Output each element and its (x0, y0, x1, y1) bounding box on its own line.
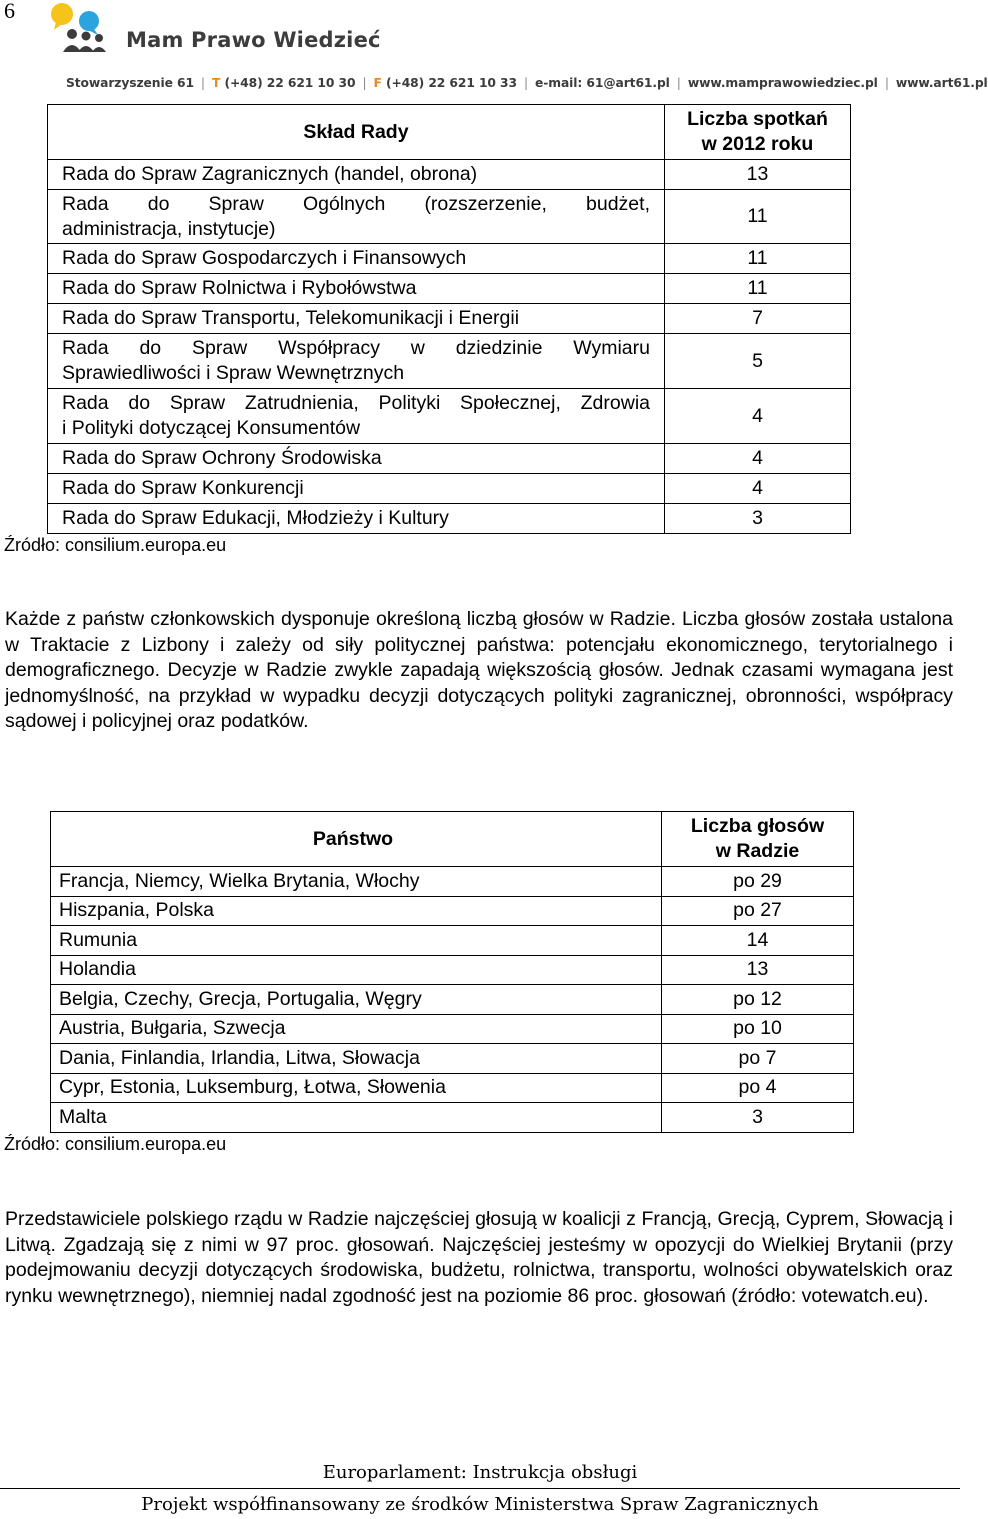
country-names: Malta (51, 1103, 662, 1133)
table-row (48, 504, 851, 534)
country-names: Rumunia (51, 926, 662, 956)
table-row (51, 1073, 854, 1103)
table-row (48, 190, 851, 244)
council-name: Rada do Spraw Gospodarczych i Finansowych (48, 244, 665, 274)
website-link-art61[interactable]: www.art61.pl (895, 76, 988, 90)
country-names: Belgia, Czechy, Grecja, Portugalia, Węgry (51, 985, 662, 1015)
table-header-votes: Liczba głosów w Radzie (662, 812, 854, 867)
country-names: Francja, Niemcy, Wielka Brytania, Włochy (51, 867, 662, 897)
table-row (51, 1014, 854, 1044)
table-header-meetings: Liczba spotkań w 2012 roku (665, 105, 851, 160)
page-number: 6 (4, 0, 15, 23)
council-name: Rada do Spraw Edukacji, Młodzieży i Kultury (48, 504, 665, 534)
council-name: Rada do Spraw Transportu, Telekomunikacji i Energii (48, 304, 665, 334)
country-names: Cypr, Estonia, Luksemburg, Łotwa, Słowenia (51, 1073, 662, 1103)
contact-bar: Stowarzyszenie 61 | T (+48) 22 621 10 30 | F (+48) 22 621 10 33 | e-mail: 61@art61.pl | www.mamprawowiedziec.pl | www.art61.pl (66, 76, 988, 90)
council-configurations-table (47, 104, 851, 534)
council-name: Rada do Spraw Zagranicznych (handel, obrona) (48, 160, 665, 190)
meeting-count: 11 (665, 274, 851, 304)
vote-count: 3 (662, 1103, 854, 1133)
website-link-mpw[interactable]: www.mamprawowiedziec.pl (687, 76, 878, 90)
paragraph-votes-intro: Każde z państw członkowskich dysponuje określoną liczbą głosów w Radzie. Liczba głosów została ustalona w Traktacie z Lizbony i zależy od siły politycznej państwa: potencjału ekonomicznego, terytorialnego i demograficznego. Decyzje w Radzie zwykle zapadają większością głosów. Jednak czasami wymagana jest jednomyślność, na przykład w wypadku decyzji dotyczących polityki zagranicznej, obronności, współpracy sądowej i policyjnej oraz podatków. (5, 608, 953, 733)
vote-count: po 7 (662, 1044, 854, 1074)
fax-letter: F (373, 76, 382, 90)
table-row (51, 896, 854, 926)
votes-per-country-table (50, 811, 854, 1133)
council-name: Rada do Spraw Ogólnych (rozszerzenie, budżet, administracja, instytucje) (48, 190, 665, 244)
vote-count: po 12 (662, 985, 854, 1015)
table-row (51, 1103, 854, 1133)
meeting-count: 13 (665, 160, 851, 190)
table-row (48, 304, 851, 334)
meeting-count: 4 (665, 444, 851, 474)
country-names: Austria, Bułgaria, Szwecja (51, 1014, 662, 1044)
meeting-count: 5 (665, 334, 851, 389)
vote-count: po 27 (662, 896, 854, 926)
council-name: Rada do Spraw Rolnictwa i Rybołówstwa (48, 274, 665, 304)
table-row (48, 444, 851, 474)
table-row (51, 867, 854, 897)
table-source: Źródło: consilium.europa.eu (4, 1134, 227, 1154)
council-name: Rada do Spraw Zatrudnienia, Polityki Społecznej, Zdrowia i Polityki dotyczącej Konsumentów (48, 389, 665, 444)
vote-count: po 4 (662, 1073, 854, 1103)
meeting-count: 3 (665, 504, 851, 534)
table-source: Źródło: consilium.europa.eu (4, 535, 227, 555)
table-row (48, 474, 851, 504)
phone-letter: T (211, 76, 221, 90)
fax-number: (+48) 22 621 10 33 (385, 76, 517, 90)
council-name: Rada do Spraw Współpracy w dziedzinie Wymiaru Sprawiedliwości i Spraw Wewnętrznych (48, 334, 665, 389)
table-row (48, 244, 851, 274)
footer-funding-note: Projekt współfinansowany ze środków Ministerstwa Spraw Zagranicznych (141, 1494, 819, 1515)
footer-divider (0, 1488, 960, 1489)
meeting-count: 7 (665, 304, 851, 334)
table-row (48, 274, 851, 304)
table-row (51, 1044, 854, 1074)
table-row (51, 955, 854, 985)
country-names: Hiszpania, Polska (51, 896, 662, 926)
table-row (48, 389, 851, 444)
council-name: Rada do Spraw Konkurencji (48, 474, 665, 504)
table-row (48, 160, 851, 190)
vote-count: po 29 (662, 867, 854, 897)
table-header-country: Państwo (51, 812, 662, 867)
table-header-council: Skład Rady (48, 105, 665, 160)
logo-speech-bubbles-icon (48, 0, 108, 56)
association-name: Stowarzyszenie 61 (66, 76, 194, 90)
vote-count: 13 (662, 955, 854, 985)
table-row (51, 985, 854, 1015)
vote-count: 14 (662, 926, 854, 956)
country-names: Dania, Finlandia, Irlandia, Litwa, Słowacja (51, 1044, 662, 1074)
email-link[interactable]: e-mail: 61@art61.pl (535, 76, 670, 90)
meeting-count: 11 (665, 190, 851, 244)
vote-count: po 10 (662, 1014, 854, 1044)
council-name: Rada do Spraw Ochrony Środowiska (48, 444, 665, 474)
meeting-count: 11 (665, 244, 851, 274)
phone-number: (+48) 22 621 10 30 (224, 76, 356, 90)
meeting-count: 4 (665, 474, 851, 504)
table-row (48, 334, 851, 389)
paragraph-voting-coalitions: Przedstawiciele polskiego rządu w Radzie najczęściej głosują w koalicji z Francją, Grecją, Cyprem, Słowacją i Litwą. Zgadzają się z nimi w 97 proc. głosowań. Najczęściej jesteśmy w opozycji do Wielkiej Brytanii (przy podejmowaniu decyzji dotyczących środowiska, budżetu, rolnictwa, transportu, wolności obywatelskich oraz rynku wewnętrznego), niemniej nadal zgodność jest na poziomie 86 proc. głosowań (źródło: votewatch.eu). (5, 1208, 953, 1307)
organization-name: Mam Prawo Wiedzieć (126, 28, 381, 52)
meeting-count: 4 (665, 389, 851, 444)
table-row (51, 926, 854, 956)
footer-title: Europarlament: Instrukcja obsługi (322, 1462, 638, 1483)
country-names: Holandia (51, 955, 662, 985)
